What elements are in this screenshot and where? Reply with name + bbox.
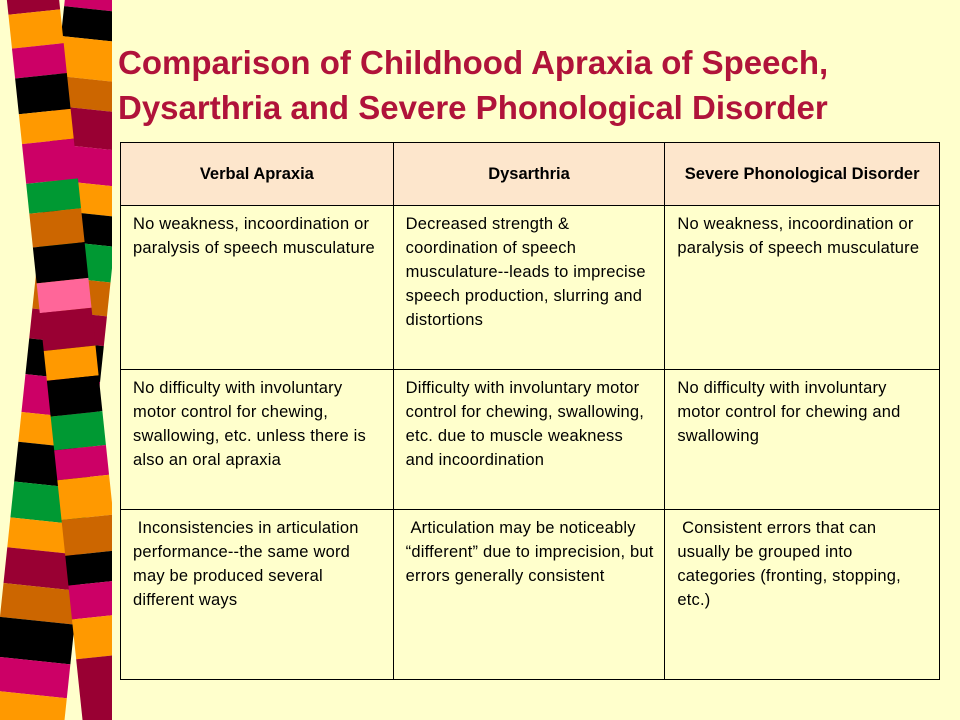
table-cell: Consistent errors that can usually be grouped into categories (fronting, stopping, etc.) — [665, 510, 940, 680]
table-cell: Difficulty with involuntary motor control for chewing, swallowing, etc. due to muscle weakness and incoordination — [393, 370, 665, 510]
table-cell: No weakness, incoordination or paralysis of speech musculature — [121, 206, 394, 370]
title-line-1: Comparison of Childhood Apraxia of Speech, — [118, 44, 829, 81]
table-cell: No difficulty with involuntary motor control for chewing and swallowing — [665, 370, 940, 510]
header-dysarthria: Dysarthria — [393, 143, 665, 206]
decorative-stripes — [0, 0, 112, 720]
table-row — [121, 510, 940, 680]
table-row — [121, 370, 940, 510]
table-cell: Decreased strength & coordination of speech musculature--leads to imprecise speech production, slurring and distortions — [393, 206, 665, 370]
table-cell: Inconsistencies in articulation performance--the same word may be produced several different ways — [121, 510, 394, 680]
title-line-2: Dysarthria and Severe Phonological Disorder — [118, 89, 828, 126]
table-cell: No weakness, incoordination or paralysis of speech musculature — [665, 206, 940, 370]
table-row — [121, 206, 940, 370]
comparison-table — [120, 142, 940, 680]
header-verbal-apraxia: Verbal Apraxia — [121, 143, 394, 206]
table-header-row — [121, 143, 940, 206]
table-cell: No difficulty with involuntary motor control for chewing, swallowing, etc. unless there is also an oral apraxia — [121, 370, 394, 510]
header-severe-phonological-disorder: Severe Phonological Disorder — [665, 143, 940, 206]
table-cell: Articulation may be noticeably “different” due to imprecision, but errors generally consistent — [393, 510, 665, 680]
slide-title — [118, 40, 948, 130]
